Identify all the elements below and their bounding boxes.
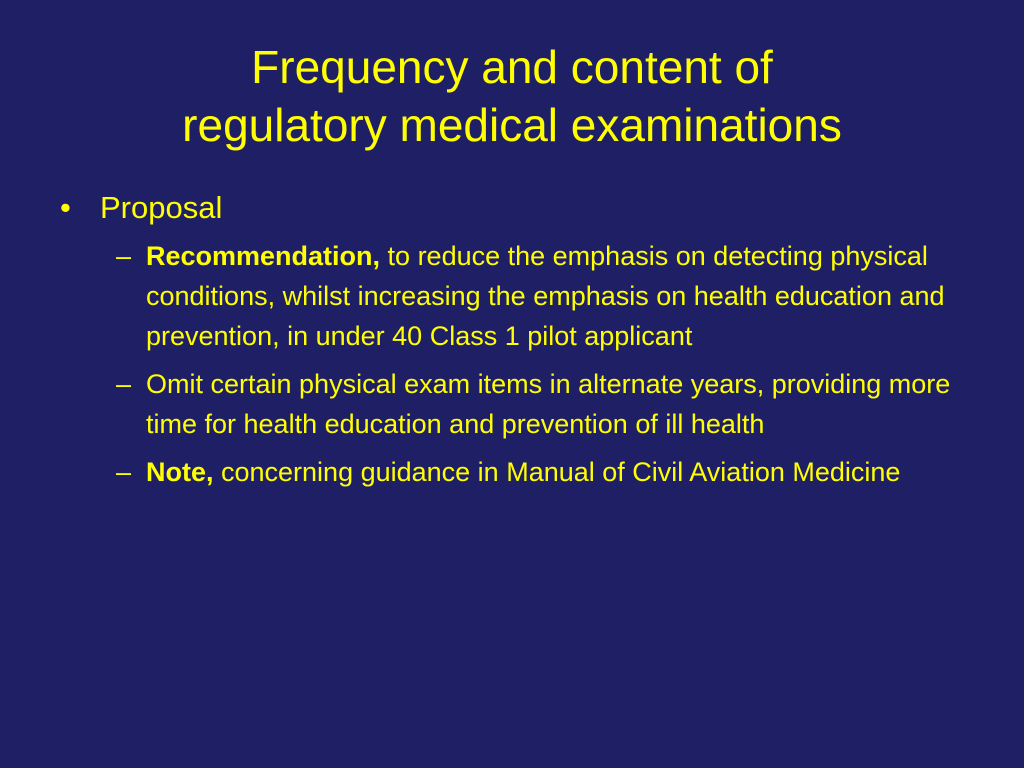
sub-item-lead: Recommendation, <box>146 241 381 271</box>
slide-title-line-2: regulatory medical examinations <box>182 99 842 151</box>
bullet-proposal <box>60 188 1024 228</box>
sub-item-omit-exam-items <box>116 364 974 444</box>
sub-bullet-list <box>0 236 1024 492</box>
dash-marker: – <box>116 241 132 271</box>
bullet-text: Proposal <box>100 190 223 225</box>
sub-item-note <box>116 452 974 492</box>
dash-marker: – <box>116 369 132 399</box>
slide-content <box>0 188 1024 500</box>
sub-item-text: to reduce the emphasis on detecting physical conditions, whilst increasing the emphasis on health education and prevention, in under 40 Class 1 pilot applicant <box>146 241 945 351</box>
dash-marker: – <box>116 457 132 487</box>
slide-title-line-1: Frequency and content of <box>251 41 773 93</box>
bullet-marker: • <box>60 190 71 225</box>
sub-item-recommendation <box>116 236 974 356</box>
sub-item-lead: Note, <box>146 457 214 487</box>
sub-item-text: Omit certain physical exam items in alternate years, providing more time for health education and prevention of ill health <box>146 369 951 439</box>
slide-title <box>40 38 984 154</box>
sub-item-text: concerning guidance in Manual of Civil Aviation Medicine <box>213 457 901 487</box>
